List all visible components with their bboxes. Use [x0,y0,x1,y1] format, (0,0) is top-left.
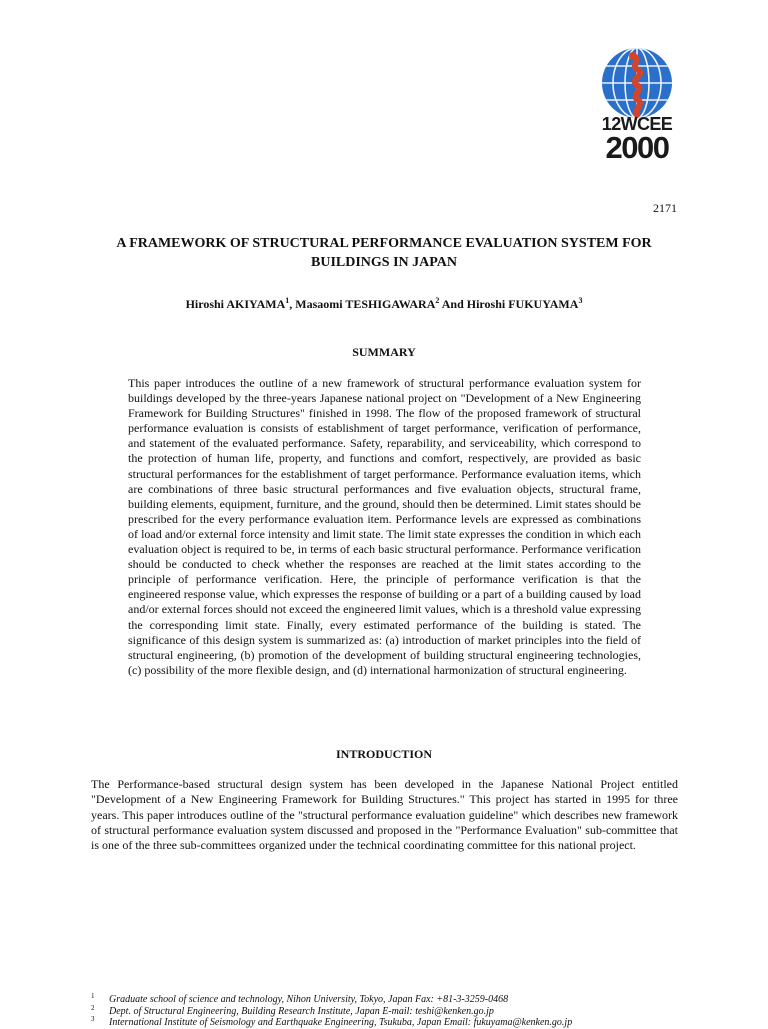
introduction-text: The Performance-based structural design system has been developed in the Japanese National Project entitled "Development of a New Engineering Framework for Building Structures." This project has started in 1995 for three years. This paper introduces outline of the "structural performance evaluation guideline" which describes new framework of structural performance evaluation system discussed and proposed in the "Performance Evaluation" sub-committee that is one of the three sub-committees organized under the technical coordinating committee for this national project. [91,777,678,853]
author-list [80,297,688,312]
affiliation-mark: 2 [435,296,440,305]
footnote-text: Graduate school of science and technology, Nihon University, Tokyo, Japan Fax: +81-3-3259-0468 [109,994,509,1005]
footnote-text: International Institute of Seismology and Earthquake Engineering, Tsukuba, Japan Email: fukuyama@kenken.go.jp [109,1017,573,1028]
logo-text-2000: 2000 [605,130,669,165]
summary-heading: SUMMARY [352,345,416,359]
footnote [91,1003,691,1018]
footnote-text: Dept. of Structural Engineering, Building Research Institute, Japan E-mail: teshi@kenken.go.jp [109,1005,494,1017]
globe-icon [594,48,680,120]
footnote-mark: 1 [91,992,95,1000]
summary-text: This paper introduces the outline of a new framework of structural performance evaluation system for buildings developed by the three-years Japanese national project on "Development of a New Engineering Framework for Building Structures" finished in 1998. The flow of the proposed framework of structural performance evaluation is consists of establishment of target performance, verification of performance, and statement of the evaluated performance. Safety, reparability, and serviceability, which correspond to the protection of human life, property, and functions and comfort, respectively, are provided as basic structural performances for the establishment of target performance. Performance evaluation items, which are combinations of three basic structural performances and five evaluation objects, structural frame, building elements, equipment, furniture, and the ground, should then be determined. Limit states should be prescribed for the every performance evaluation item. Performance levels are expressed as combinations of load and/or external force intensity and limit state. The limit state expresses the condition in which each evaluation object is required to be, in terms of each basic structural performance. Performance verification should be conducted to check whether the responses are reached at the limit states according to the principle of performance verification. Here, the principle of performance verification is that the engineered response value, which expresses the response of building or a part of a building caused by load and/or external forces should not exceed the engineered limit values, which is a threshold value expressing the corresponding limit state. Finally, every estimated performance of the building is stated. The significance of this design system is summarized as: (a) introduction of market principles into the field of structural engineering, (b) promotion of the development of building structural engineering technologies, (c) possibility of the more flexible design, and (d) international harmonization of structural engineering. [128,376,641,677]
author-separator: , [289,297,296,311]
author-name: Masaomi TESHIGAWARA [295,297,436,311]
affiliation-mark: 3 [578,296,583,305]
author-name: Hiroshi AKIYAMA [185,297,286,311]
footnotes [91,994,691,1029]
affiliation-mark: 1 [285,296,290,305]
footnote [91,1017,691,1029]
logo-text-12wcee: 12WCEE [601,114,673,134]
paper-title: A FRAMEWORK OF STRUCTURAL PERFORMANCE EVALUATION SYSTEM FOR BUILDINGS IN JAPAN [116,236,652,270]
footnote [91,994,691,1006]
author-name: Hiroshi FUKUYAMA [466,297,579,311]
footnote-mark: 2 [91,1003,95,1012]
footnote-mark: 3 [91,1015,95,1023]
conference-logo [594,48,680,168]
introduction-heading: INTRODUCTION [335,747,432,761]
author-separator: And [439,297,467,311]
page-number: 2171 [653,201,677,215]
